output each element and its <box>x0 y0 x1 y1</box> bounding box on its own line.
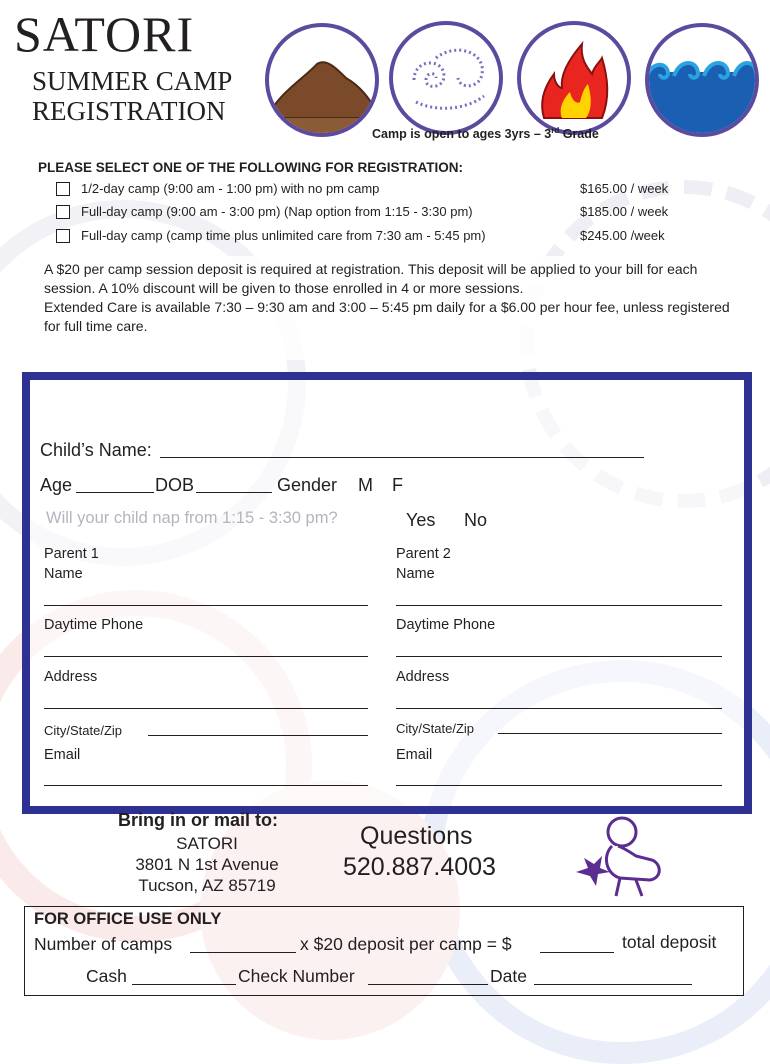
parent1-address-field[interactable] <box>44 708 368 709</box>
air-emblem-icon <box>386 18 506 138</box>
mail-city: Tucson, AZ 85719 <box>138 876 276 895</box>
number-of-camps-label: Number of camps <box>34 934 173 954</box>
fire-emblem-icon <box>514 18 634 138</box>
option-price: $165.00 / week <box>580 181 669 196</box>
mail-name: SATORI <box>176 834 238 853</box>
parent1-email-label: Email <box>44 747 81 763</box>
parent2-name-field[interactable] <box>396 605 722 606</box>
mail-street: 3801 N 1st Avenue <box>135 855 279 874</box>
parent1-city-field[interactable] <box>148 735 368 736</box>
subtitle-line2: REGISTRATION <box>32 96 226 126</box>
child-name-field[interactable] <box>160 457 644 458</box>
option-label: 1/2-day camp (9:00 am - 1:00 pm) with no pm camp <box>81 181 380 196</box>
age-label: Age <box>40 475 73 495</box>
option-half-day <box>56 181 379 196</box>
questions-phone[interactable]: 520.887.4003 <box>343 853 496 881</box>
nap-no-option[interactable]: No <box>464 510 488 530</box>
info-box <box>34 256 750 360</box>
parent2-address-field[interactable] <box>396 708 722 709</box>
gender-m-option[interactable]: M <box>358 475 373 495</box>
total-deposit-label: total deposit <box>622 932 717 952</box>
parent2-phone-field[interactable] <box>396 656 722 657</box>
parent2-address-label: Address <box>396 669 450 685</box>
number-of-camps-field[interactable] <box>190 952 296 953</box>
parent2-city-label: City/State/Zip <box>396 721 475 736</box>
date-field[interactable] <box>534 984 692 985</box>
nap-yes-option[interactable]: Yes <box>406 510 436 530</box>
brand-title: SATORI <box>14 6 195 62</box>
age-field[interactable] <box>76 492 154 493</box>
dob-label: DOB <box>155 475 195 495</box>
earth-emblem-icon <box>262 20 382 140</box>
parent1-city-label: City/State/Zip <box>44 723 123 738</box>
subtitle-line1: SUMMER CAMP <box>32 66 233 96</box>
option-full-day-extended-checkbox[interactable] <box>56 229 70 243</box>
child-mascot-icon <box>572 812 672 900</box>
check-number-label: Check Number <box>238 966 355 986</box>
registration-form <box>22 372 752 814</box>
date-label: Date <box>490 966 527 986</box>
parent2-city-field[interactable] <box>498 733 722 734</box>
parent1-address-label: Address <box>44 669 98 685</box>
deposit-amount-field[interactable] <box>540 952 614 953</box>
option-full-day-checkbox[interactable] <box>56 205 70 219</box>
parent1-name-field[interactable] <box>44 605 368 606</box>
parent2-phone-label: Daytime Phone <box>396 617 496 633</box>
parent2-email-field[interactable] <box>396 785 722 786</box>
parent2-name-label: Parent 2 Name <box>396 546 451 582</box>
nap-question: Will your child nap from 1:15 - 3:30 pm? <box>46 509 338 527</box>
child-name-label: Child’s Name: <box>40 440 152 460</box>
parent1-name-label: Parent 1 Name <box>44 546 99 582</box>
option-price: $185.00 / week <box>580 204 669 219</box>
extended-care-note: Extended Care is available 7:30 – 9:30 am and 3:00 – 5:45 pm daily for a $6.00 per hour fee, unless registered for full time care. <box>44 299 730 334</box>
parent1-email-field[interactable] <box>44 785 368 786</box>
parent1-phone-label: Daytime Phone <box>44 617 144 633</box>
parent1-phone-field[interactable] <box>44 656 368 657</box>
registration-heading: PLEASE SELECT ONE OF THE FOLLOWING FOR REGISTRATION: <box>38 160 463 175</box>
mail-heading: Bring in or mail to: <box>118 810 278 830</box>
deposit-note: A $20 per camp session deposit is required at registration. This deposit will be applied to your bill for each session. A 10% discount will be given to those enrolled in 4 or more sessions. <box>44 261 698 296</box>
check-number-field[interactable] <box>368 984 488 985</box>
cash-label: Cash <box>86 966 127 986</box>
questions-label: Questions <box>360 822 473 850</box>
deposit-calc-label: x $20 deposit per camp = $ <box>300 934 512 954</box>
option-price: $245.00 /week <box>580 228 665 243</box>
office-heading: FOR OFFICE USE ONLY <box>34 910 222 928</box>
gender-label: Gender <box>277 475 338 495</box>
option-full-day-extended <box>56 228 486 243</box>
option-half-day-checkbox[interactable] <box>56 182 70 196</box>
gender-f-option[interactable]: F <box>392 475 403 495</box>
option-full-day <box>56 204 473 219</box>
option-label: Full-day camp (camp time plus unlimited care from 7:30 am - 5:45 pm) <box>81 228 486 243</box>
dob-field[interactable] <box>196 492 272 493</box>
parent2-email-label: Email <box>396 747 433 763</box>
option-label: Full-day camp (9:00 am - 3:00 pm) (Nap option from 1:15 - 3:30 pm) <box>81 204 473 219</box>
cash-field[interactable] <box>132 984 236 985</box>
water-emblem-icon <box>642 20 762 140</box>
age-note: Camp is open to ages 3yrs – 3rd Grade <box>372 126 599 142</box>
